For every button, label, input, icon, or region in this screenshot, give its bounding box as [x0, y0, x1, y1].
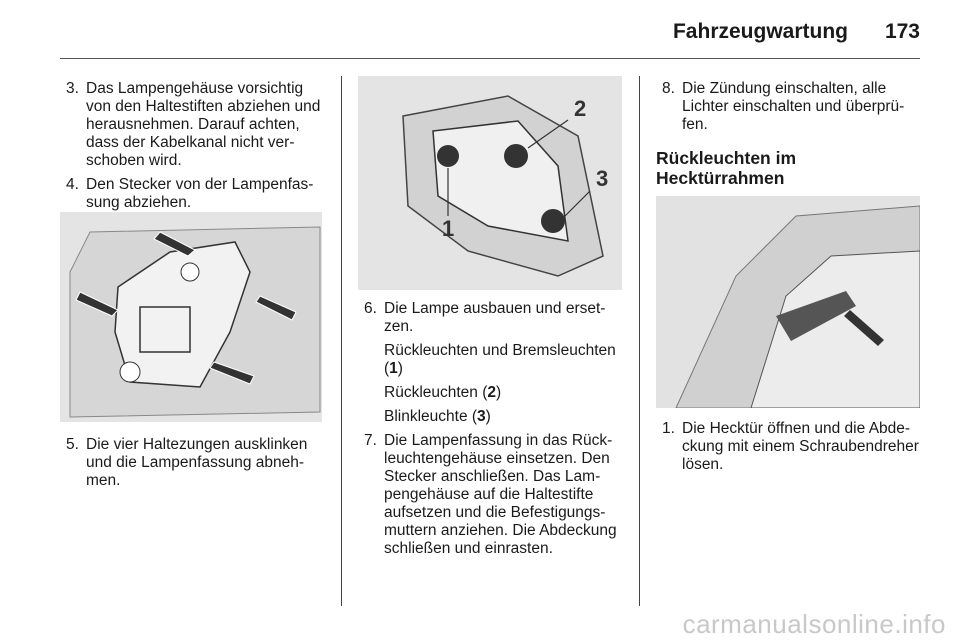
tailgate-cover-illustration — [656, 196, 920, 408]
step-text: Das Lampengehäuse vorsichtig von den Haltestiften abziehen und herausnehmen. Darauf achten, dass der Kabelkanal nicht verschoben wird. — [86, 80, 321, 169]
column-divider-1 — [341, 76, 342, 606]
bulb-type-ref: 1 — [389, 360, 398, 377]
step-number: 7. — [364, 432, 377, 449]
bulb-type-1 — [358, 342, 626, 378]
step-1 — [656, 420, 924, 474]
step-8 — [656, 80, 924, 134]
column-3-lower — [656, 420, 924, 480]
bulb-type-ref: 3 — [477, 408, 486, 425]
page-number: 173 — [884, 20, 920, 43]
step-number: 1. — [662, 420, 675, 437]
step-6 — [358, 300, 626, 336]
step-text: Die vier Haltezungen ausklinken und die Lampenfassung abnehmen. — [86, 436, 308, 489]
step-number: 6. — [364, 300, 377, 317]
step-text: Die Zündung einschalten, alle Lichter einschalten und überprüfen. — [682, 80, 905, 133]
section-heading: Rückleuchten im Hecktürrahmen — [656, 148, 797, 188]
step-number: 8. — [662, 80, 675, 97]
page-title: Fahrzeugwartung — [672, 20, 848, 43]
figure-label-1: 1 — [442, 216, 455, 241]
step-text: Den Stecker von der Lampenfassung abziehen. — [86, 176, 314, 211]
bulb-type-text: Rückleuchten und Bremsleuchten ( — [384, 342, 616, 377]
figure-lamp-socket-tabs — [60, 212, 322, 422]
figure-bulb-positions — [358, 76, 622, 290]
column-1-lower — [60, 436, 328, 496]
page-header — [0, 0, 960, 60]
bulb-type-end: ) — [397, 360, 403, 377]
step-number: 4. — [66, 176, 79, 193]
step-5 — [60, 436, 328, 490]
step-3 — [60, 80, 328, 170]
step-number: 3. — [66, 80, 79, 97]
step-7 — [358, 432, 626, 558]
step-text: Die Lampenfassung in das Rückleuchtengehäuse einsetzen. Den Stecker anschließen. Das Lampengehäuse auf die Haltestifte aufsetzen und die Befestigungsmuttern anziehen. Die Abdeckung schließen und einrasten. — [384, 432, 617, 557]
bulb-type-end: ) — [485, 408, 491, 425]
watermark: carmanualsonline.info — [682, 609, 946, 639]
step-4 — [60, 176, 328, 212]
column-divider-2 — [639, 76, 640, 606]
column-3 — [656, 80, 924, 188]
figure-tailgate-cover — [656, 196, 920, 408]
figure-label-3: 3 — [596, 166, 609, 191]
bulb-type-text: Blinkleuchte ( — [384, 408, 478, 425]
bulb-positions-illustration — [358, 76, 622, 290]
step-text: Die Lampe ausbauen und ersetzen. — [384, 300, 606, 335]
bulb-type-ref: 2 — [487, 384, 497, 401]
lamp-socket-illustration — [60, 212, 322, 422]
step-number: 5. — [66, 436, 79, 453]
figure-label-2: 2 — [574, 96, 587, 121]
bulb-type-3 — [358, 408, 626, 426]
bulb-type-end: ) — [496, 384, 502, 401]
header-rule — [60, 58, 920, 59]
step-text: Die Hecktür öffnen und die Abdeckung mit einem Schraubendreher lösen. — [682, 420, 919, 473]
column-2 — [358, 300, 626, 564]
bulb-type-2 — [358, 384, 626, 402]
bulb-type-text: Rückleuchten ( — [384, 384, 488, 401]
column-1 — [60, 80, 328, 218]
